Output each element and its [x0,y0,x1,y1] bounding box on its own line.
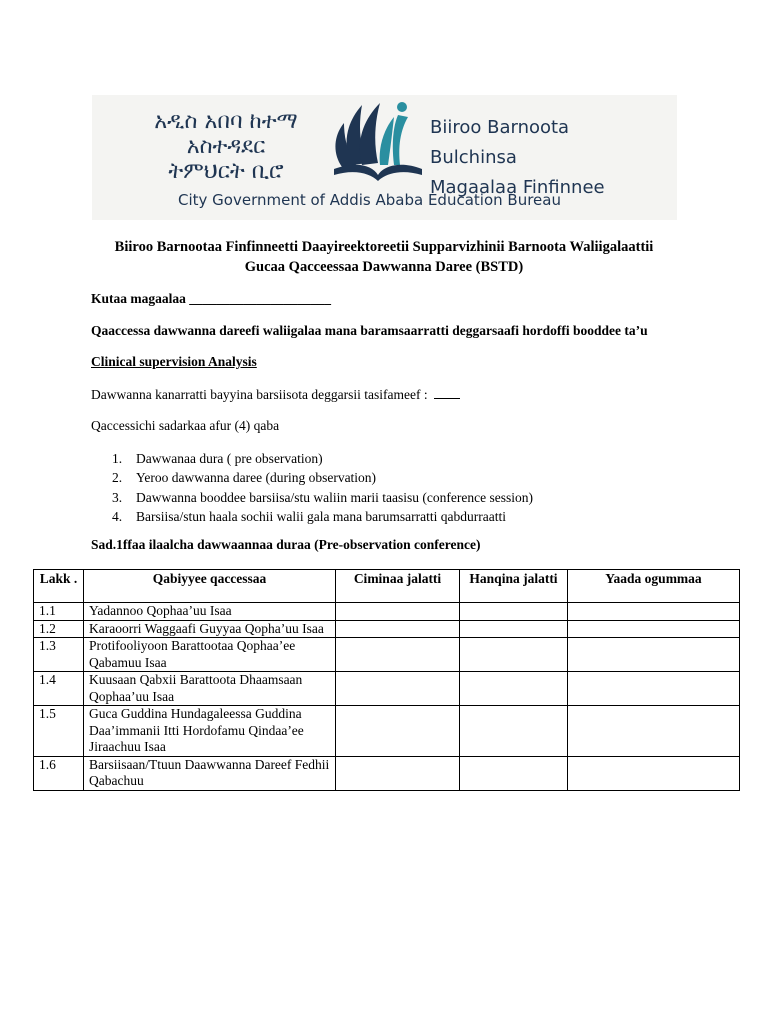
table-body [34,603,740,791]
table-row [34,706,740,757]
qaaccessa-heading: Qaaccessa dawwanna dareefi waliigalaa mana baramsaarratti deggarsaafi hordoffi booddee ta’u [91,323,648,338]
row-number-cell: 1.5 [34,706,84,757]
list-item [112,468,533,487]
empty-yaada-cell[interactable] [568,672,740,706]
header-lakk: Lakk . [34,570,84,603]
table-row [34,756,740,790]
logo-oromo-text: Biiroo Barnoota Bulchinsa Magaalaa Finfinnee [430,117,605,198]
list-item-text: Dawwanna booddee barsiisa/stu waliin marii taasisu (conference session) [136,489,533,505]
empty-ciminaa-cell[interactable] [336,603,460,621]
row-content-cell: Barsiisaan/Ttuun Daawwanna Dareef Fedhii Qabachuu [84,756,336,790]
clinical-supervision-heading: Clinical supervision Analysis [91,354,257,369]
list-item-text: Dawwanaa dura ( pre observation) [136,451,323,466]
empty-hanqina-cell[interactable] [460,672,568,706]
logo-english-text: City Government of Addis Ababa Education Bureau [178,191,561,209]
header-hanqina: Hanqina jalatti [460,570,568,603]
row-content-cell: Kuusaan Qabxii Barattoota Dhaamsaan Qophaa’uu Isaa [84,672,336,706]
document-title-line1: Biiroo Barnootaa Finfinneetti Daayireektoreetii Supparvizhinii Barnoota Waliigalaattii [114,239,654,255]
kutaa-magaalaa-field: Kutaa magaalaa _____________________ [91,291,332,306]
empty-ciminaa-cell[interactable] [336,638,460,672]
list-item-text: Yeroo dawwanna daree (during observation) [136,470,377,486]
row-content-cell: Yadannoo Qophaa’uu Isaa [84,603,336,621]
header-ciminaa: Ciminaa jalatti [336,570,460,603]
header-yaada: Yaada ogummaa [568,570,740,603]
empty-ciminaa-cell[interactable] [336,672,460,706]
list-item [112,507,533,526]
empty-yaada-cell[interactable] [568,756,740,790]
document-title-line2: Gucaa Qacceessaa Dawwanna Daree (BSTD) [244,259,524,275]
dawwanna-count-blank [434,386,460,399]
empty-hanqina-cell[interactable] [460,603,568,621]
observation-table [33,569,740,791]
row-number-cell: 1.6 [34,756,84,790]
empty-hanqina-cell[interactable] [460,620,568,638]
list-item [112,449,533,468]
empty-hanqina-cell[interactable] [460,706,568,757]
qaccessichi-line: Qaccessichi sadarkaa afur (4) qaba [91,418,280,433]
steps-list [112,449,533,526]
row-number-cell: 1.4 [34,672,84,706]
list-item [112,488,533,507]
empty-hanqina-cell[interactable] [460,756,568,790]
dawwanna-count-label: Dawwanna kanarratti bayyina barsiisota deggarsii tasifameef : [91,387,428,402]
row-number-cell: 1.2 [34,620,84,638]
list-item-number: 2. [112,470,123,486]
empty-yaada-cell[interactable] [568,620,740,638]
header-qabiyyee: Qabiyyee qaccessaa [84,570,336,603]
empty-hanqina-cell[interactable] [460,638,568,672]
table-row [34,638,740,672]
book-and-leaves-emblem-icon [322,95,432,187]
empty-ciminaa-cell[interactable] [336,756,460,790]
empty-yaada-cell[interactable] [568,706,740,757]
list-item-number: 3. [112,489,123,505]
empty-ciminaa-cell[interactable] [336,620,460,638]
empty-yaada-cell[interactable] [568,638,740,672]
empty-yaada-cell[interactable] [568,603,740,621]
logo-amharic-text: አዲስ አበባ ከተማ አስተዳደር ትምህርት ቢሮ [154,109,298,184]
list-item-text: Barsiisa/stun haala sochii walii gala mana barumsarratti qabdurraatti [136,508,506,524]
list-item-number: 1. [112,451,123,466]
row-content-cell: Protifooliyoon Barattootaa Qophaa’ee Qabamuu Isaa [84,638,336,672]
table-row [34,603,740,621]
row-number-cell: 1.3 [34,638,84,672]
row-number-cell: 1.1 [34,603,84,621]
empty-ciminaa-cell[interactable] [336,706,460,757]
table-row [34,672,740,706]
list-item-number: 4. [112,508,123,524]
row-content-cell: Karaoorri Waggaafi Guyyaa Qopha’uu Isaa [84,620,336,638]
section-heading: Sad.1ffaa ilaalcha dawwaannaa duraa (Pre-observation conference) [91,537,481,552]
row-content-cell: Guca Guddina Hundagaleessa Guddina Daa’immanii Itti Hordofamu Qindaa’ee Jiraachuu Isaa [84,706,336,757]
table-header-row [34,570,740,603]
table-row [34,620,740,638]
dawwanna-count-line [91,386,460,403]
bureau-logo-banner [92,95,677,220]
